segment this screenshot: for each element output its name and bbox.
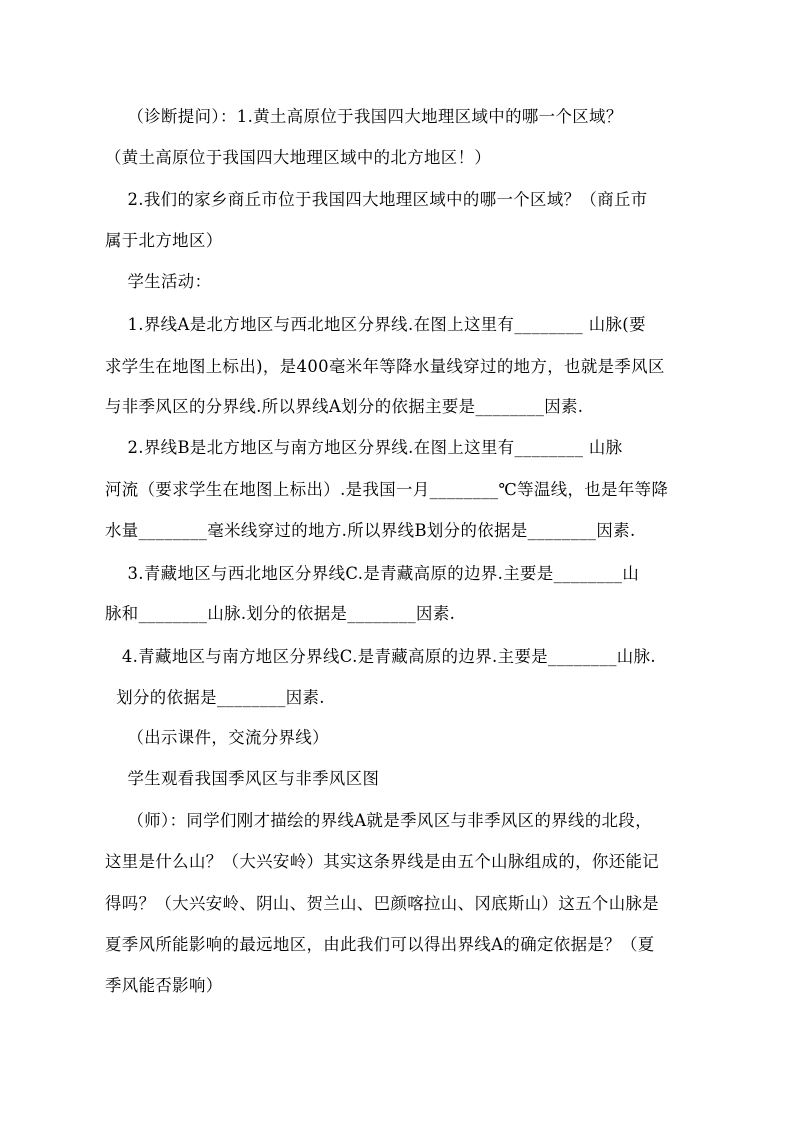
text-line: 1.界线A是北方地区与西北地区分界线.在图上这里有________ 山脉(要 xyxy=(105,315,646,334)
text-line: 2.我们的家乡商丘市位于我国四大地理区域中的哪一个区域？（商丘市 xyxy=(105,190,648,209)
text-line: 2.界线B是北方地区与南方地区分界线.在图上这里有________ 山脉 xyxy=(105,438,623,457)
text-line: （黄土高原位于我国四大地理区域中的北方地区！） xyxy=(105,148,492,167)
text-line: （诊断提问）：1.黄土高原位于我国四大地理区域中的哪一个区域？ xyxy=(105,107,623,126)
text-line: 学生活动： xyxy=(105,272,212,291)
text-line: 属于北方地区） xyxy=(105,231,223,250)
text-line: 季风能否影响） xyxy=(105,976,223,995)
text-line: （师）：同学们刚才描绘的界线A就是季风区与非季风区的界线的北段， xyxy=(105,811,652,830)
text-line: （出示课件，交流分界线） xyxy=(105,728,329,747)
text-line: 划分的依据是________因素. xyxy=(105,688,325,707)
text-line: 得吗？（大兴安岭、阴山、贺兰山、巴颜喀拉山、冈底斯山）这五个山脉是 xyxy=(105,894,660,913)
text-line: 水量________毫米线穿过的地方.所以界线B划分的依据是________因素. xyxy=(105,521,636,540)
text-line: 夏季风所能影响的最远地区，由此我们可以得出界线A的确定依据是？（夏 xyxy=(105,935,655,954)
text-line: 4.青藏地区与南方地区分界线C.是青藏高原的边界.主要是________山脉. xyxy=(105,647,656,666)
text-line: 这里是什么山？（大兴安岭）其实这条界线是由五个山脉组成的，你还能记 xyxy=(105,852,660,871)
text-line: 求学生在地图上标出)，是400毫米年等降水量线穿过的地方，也就是季风区 xyxy=(105,357,665,376)
text-line: 3.青藏地区与西北地区分界线C.是青藏高原的边界.主要是________山 xyxy=(105,564,640,583)
text-line: 脉和________山脉.划分的依据是________因素. xyxy=(105,604,456,623)
text-line: 河流（要求学生在地图上标出）.是我国一月________℃等温线，也是年等降 xyxy=(105,480,669,499)
text-line: 学生观看我国季风区与非季风区图 xyxy=(105,769,380,788)
text-line: 与非季风区的分界线.所以界线A划分的依据主要是________因素. xyxy=(105,397,584,416)
